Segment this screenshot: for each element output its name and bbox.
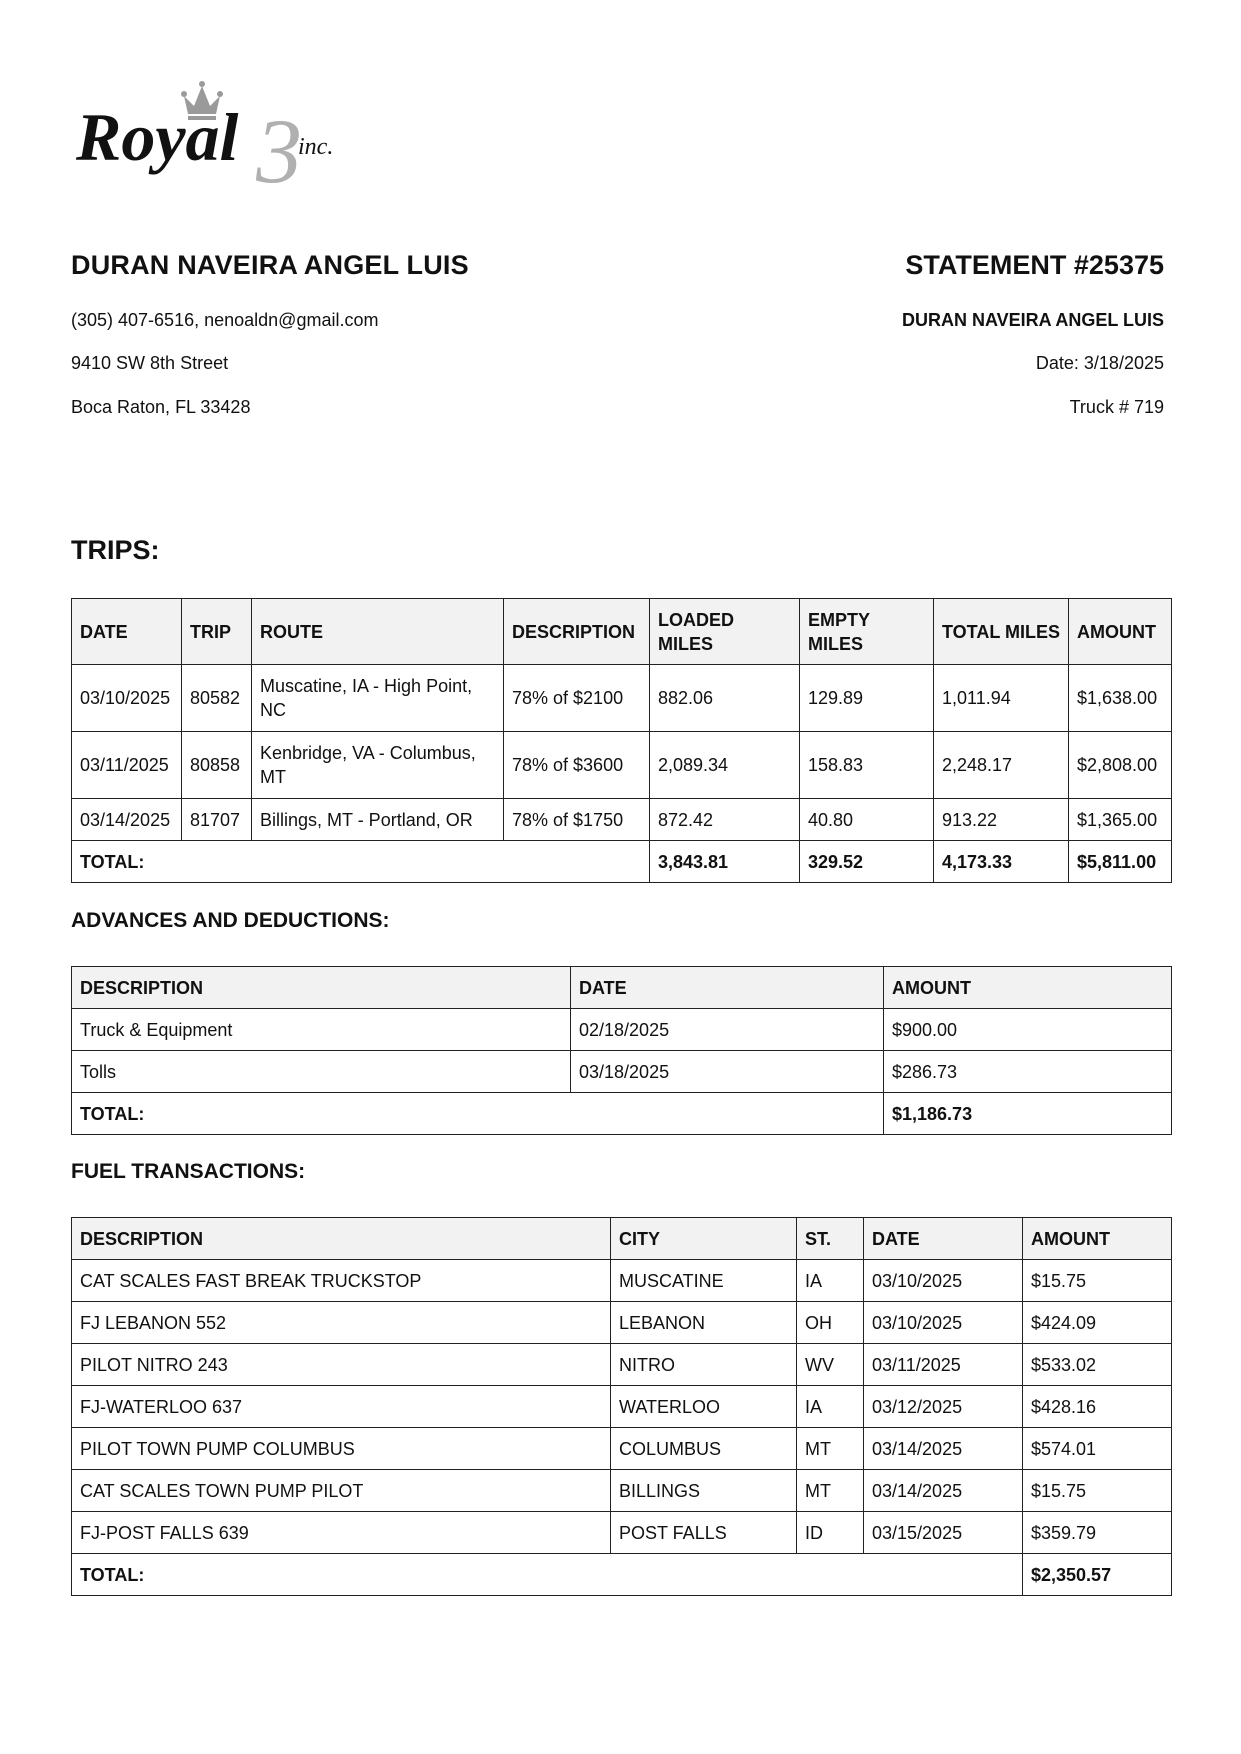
col-amount: AMOUNT [1023,1218,1172,1260]
cell: Truck & Equipment [72,1009,571,1051]
cell: FJ LEBANON 552 [72,1302,611,1344]
table-row [72,1470,1172,1512]
cell: $359.79 [1023,1512,1172,1554]
total-miles: 4,173.33 [934,841,1069,883]
total-amount: $2,350.57 [1023,1554,1172,1596]
total-label: TOTAL: [72,1554,1023,1596]
cell: CAT SCALES FAST BREAK TRUCKSTOP [72,1260,611,1302]
cell: IA [797,1386,864,1428]
deductions-total-row [72,1093,1172,1135]
cell: $286.73 [884,1051,1172,1093]
total-amount: $1,186.73 [884,1093,1172,1135]
cell: 03/11/2025 [72,732,182,799]
driver-name-heading: DURAN NAVEIRA ANGEL LUIS [71,250,469,280]
cell: 03/14/2025 [864,1428,1023,1470]
cell: 81707 [182,799,252,841]
cell: CAT SCALES TOWN PUMP PILOT [72,1470,611,1512]
royal3-logo [76,78,386,190]
cell: $424.09 [1023,1302,1172,1344]
cell: 80858 [182,732,252,799]
cell: Muscatine, IA - High Point, NC [252,665,504,732]
cell: FJ-WATERLOO 637 [72,1386,611,1428]
table-row [72,1428,1172,1470]
col-empty-miles: EMPTY MILES [800,599,934,665]
cell: 03/14/2025 [864,1470,1023,1512]
cell: 03/10/2025 [864,1260,1023,1302]
logo-numeral: 3 [256,100,302,190]
truck-number: Truck # 719 [1069,397,1164,417]
cell: 2,248.17 [934,732,1069,799]
cell: POST FALLS [611,1512,797,1554]
col-state: ST. [797,1218,864,1260]
cell: 913.22 [934,799,1069,841]
cell: 872.42 [650,799,800,841]
cell: BILLINGS [611,1470,797,1512]
cell: $428.16 [1023,1386,1172,1428]
fuel-table [71,1217,1172,1596]
cell: PILOT NITRO 243 [72,1344,611,1386]
cell: 03/14/2025 [72,799,182,841]
col-date: DATE [571,967,884,1009]
table-row [72,1302,1172,1344]
cell: 03/10/2025 [864,1302,1023,1344]
logo-suffix: inc. [298,134,334,160]
table-row [72,732,1172,799]
cell: 02/18/2025 [571,1009,884,1051]
col-date: DATE [72,599,182,665]
cell: 03/18/2025 [571,1051,884,1093]
driver-contact: (305) 407-6516, nenoaldn@gmail.com [71,310,379,330]
table-row [72,1051,1172,1093]
statement-date: Date: 3/18/2025 [1035,353,1164,373]
cell: $574.01 [1023,1428,1172,1470]
table-row [72,1260,1172,1302]
cell: PILOT TOWN PUMP COLUMBUS [72,1428,611,1470]
total-loaded-miles: 3,843.81 [650,841,800,883]
cell: 1,011.94 [934,665,1069,732]
table-row [72,1386,1172,1428]
col-amount: AMOUNT [1069,599,1172,665]
trips-heading: TRIPS: [71,535,160,565]
trips-total-row [72,841,1172,883]
cell: 78% of $3600 [504,732,650,799]
col-city: CITY [611,1218,797,1260]
col-route: ROUTE [252,599,504,665]
total-label: TOTAL: [72,1093,884,1135]
cell: MT [797,1428,864,1470]
cell: 78% of $1750 [504,799,650,841]
cell: WV [797,1344,864,1386]
col-description: DESCRIPTION [72,1218,611,1260]
cell: 129.89 [800,665,934,732]
cell: 2,089.34 [650,732,800,799]
cell: 158.83 [800,732,934,799]
cell: MUSCATINE [611,1260,797,1302]
cell: FJ-POST FALLS 639 [72,1512,611,1554]
driver-street: 9410 SW 8th Street [71,353,229,373]
cell: $15.75 [1023,1470,1172,1512]
col-description: DESCRIPTION [72,967,571,1009]
cell: $1,365.00 [1069,799,1172,841]
cell: 03/12/2025 [864,1386,1023,1428]
cell: MT [797,1470,864,1512]
col-date: DATE [864,1218,1023,1260]
cell: OH [797,1302,864,1344]
col-amount: AMOUNT [884,967,1172,1009]
cell: IA [797,1260,864,1302]
driver-city: Boca Raton, FL 33428 [71,397,251,417]
deductions-header-row [72,967,1172,1009]
fuel-total-row [72,1554,1172,1596]
table-row [72,799,1172,841]
table-row [72,1512,1172,1554]
total-label: TOTAL: [72,841,650,883]
cell: $533.02 [1023,1344,1172,1386]
total-amount: $5,811.00 [1069,841,1172,883]
cell: NITRO [611,1344,797,1386]
cell: Billings, MT - Portland, OR [252,799,504,841]
cell: WATERLOO [611,1386,797,1428]
cell: 40.80 [800,799,934,841]
col-description: DESCRIPTION [504,599,650,665]
deductions-heading: ADVANCES AND DEDUCTIONS: [71,909,390,932]
cell: LEBANON [611,1302,797,1344]
trips-header-row [72,599,1172,665]
statement-driver-name: DURAN NAVEIRA ANGEL LUIS [901,310,1164,330]
col-loaded-miles: LOADED MILES [650,599,800,665]
cell: Kenbridge, VA - Columbus, MT [252,732,504,799]
table-row [72,665,1172,732]
logo-wordmark: Royal [76,99,239,175]
cell: 882.06 [650,665,800,732]
cell: $15.75 [1023,1260,1172,1302]
cell: COLUMBUS [611,1428,797,1470]
cell: ID [797,1512,864,1554]
deductions-table [71,966,1172,1135]
cell: 80582 [182,665,252,732]
cell: 78% of $2100 [504,665,650,732]
fuel-heading: FUEL TRANSACTIONS: [71,1160,306,1183]
table-row [72,1009,1172,1051]
cell: $900.00 [884,1009,1172,1051]
col-total-miles: TOTAL MILES [934,599,1069,665]
trips-table [71,598,1172,883]
fuel-header-row [72,1218,1172,1260]
cell: 03/10/2025 [72,665,182,732]
cell: $1,638.00 [1069,665,1172,732]
cell: 03/15/2025 [864,1512,1023,1554]
cell: Tolls [72,1051,571,1093]
table-row [72,1344,1172,1386]
col-trip: TRIP [182,599,252,665]
cell: 03/11/2025 [864,1344,1023,1386]
statement-number: STATEMENT #25375 [905,250,1164,280]
cell: $2,808.00 [1069,732,1172,799]
total-empty-miles: 329.52 [800,841,934,883]
